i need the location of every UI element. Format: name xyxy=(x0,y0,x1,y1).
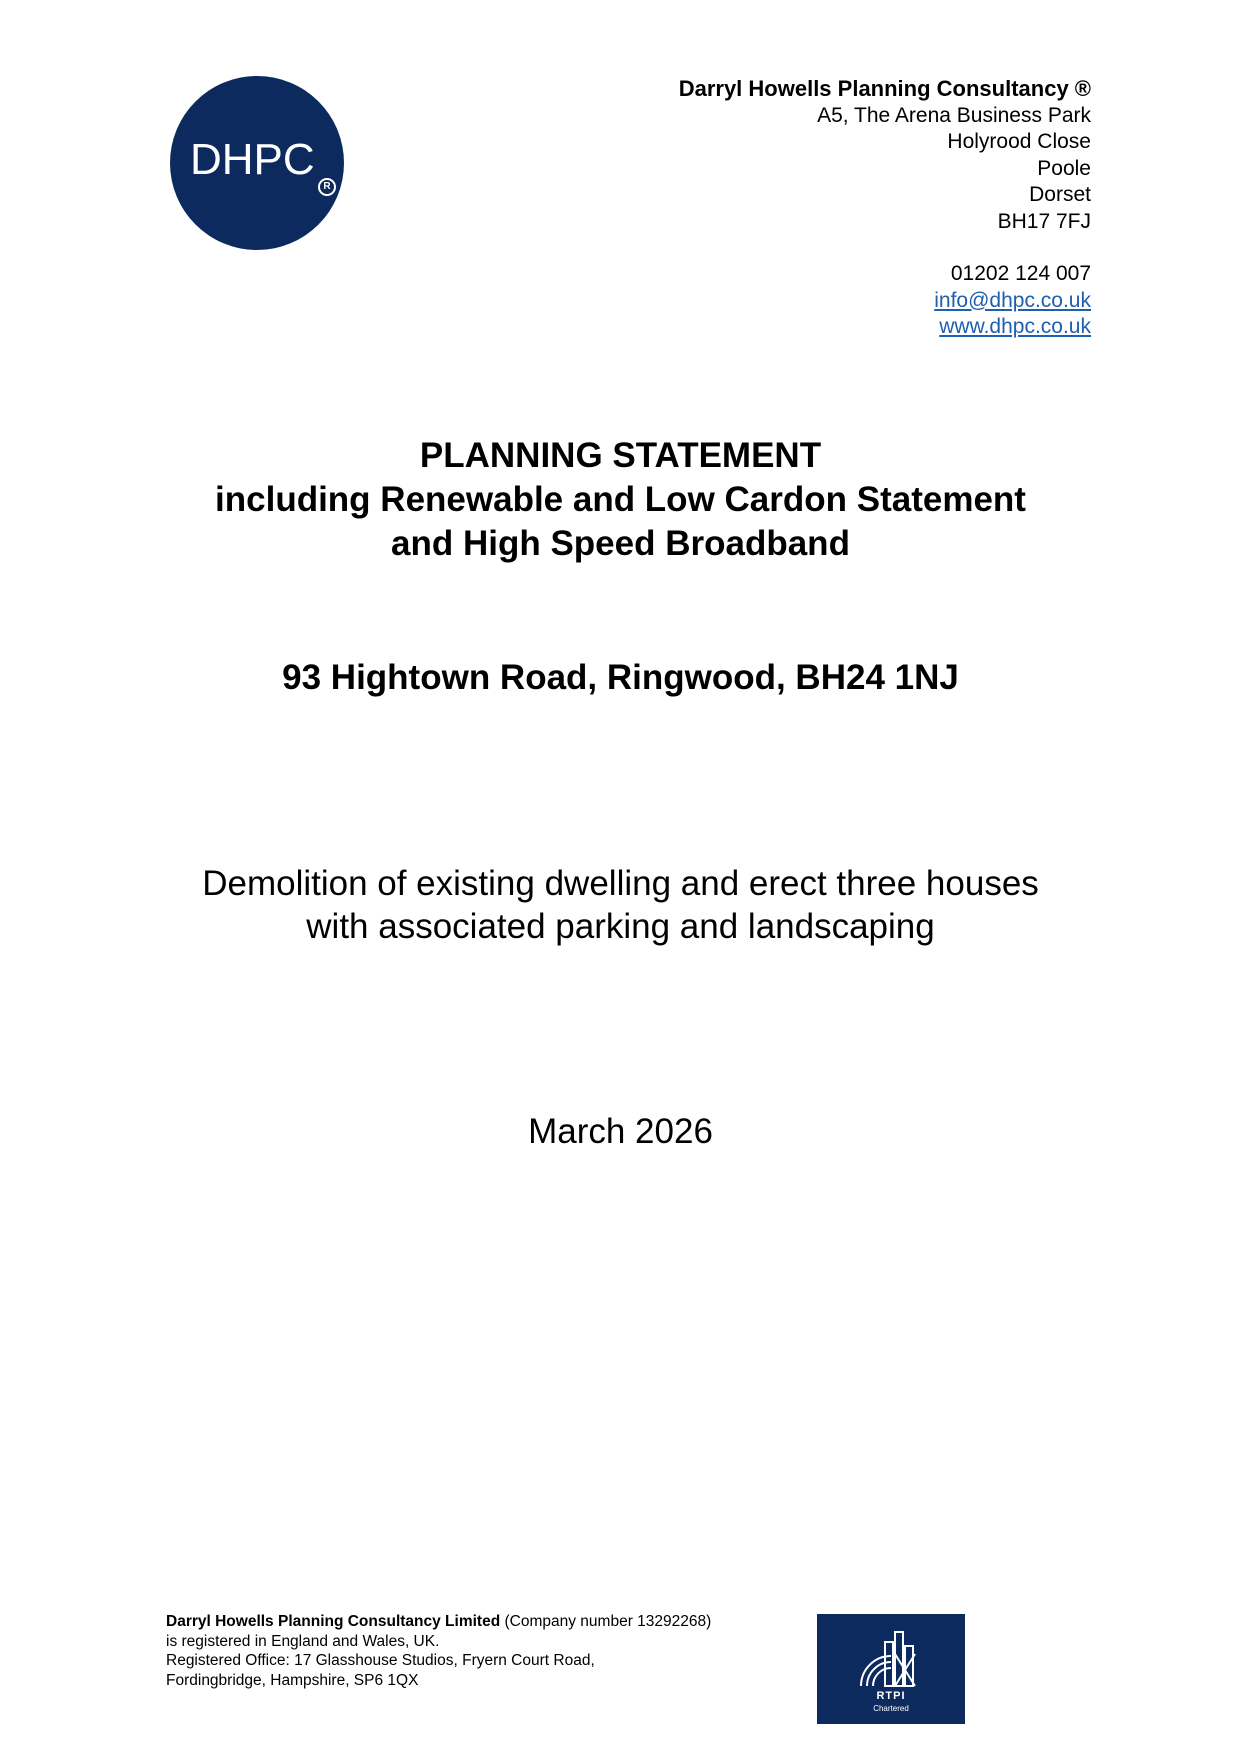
description-line-1: Demolition of existing dwelling and erect three houses xyxy=(202,864,1039,903)
address-line-5: BH17 7FJ xyxy=(997,209,1091,233)
title-line-1: PLANNING STATEMENT xyxy=(419,436,822,475)
company-address-block xyxy=(491,76,1091,341)
footer-company-name: Darryl Howells Planning Consultancy Limited xyxy=(166,1613,501,1630)
site-address: 93 Hightown Road, Ringwood, BH24 1NJ xyxy=(282,658,959,697)
dhpc-logo xyxy=(170,76,344,250)
footer-registration: is registered in England and Wales, UK. xyxy=(166,1632,440,1650)
rtpi-label: RTPI xyxy=(876,1690,906,1702)
rtpi-emblem-icon xyxy=(855,1624,927,1690)
footer-office-line-1: Registered Office: 17 Glasshouse Studios, Fryern Court Road, xyxy=(166,1652,595,1669)
title-line-2: including Renewable and Low Cardon Statement xyxy=(215,480,1026,519)
registered-mark-icon: R xyxy=(318,178,336,196)
document-title xyxy=(0,434,1241,566)
email-link[interactable]: info@dhpc.co.uk xyxy=(934,288,1091,312)
website-link[interactable]: www.dhpc.co.uk xyxy=(939,315,1091,338)
document-date: March 2026 xyxy=(528,1112,713,1151)
footer-office-line-2: Fordingbridge, Hampshire, SP6 1QX xyxy=(166,1671,419,1689)
address-spacer xyxy=(491,235,1091,261)
address-line-1: A5, The Arena Business Park xyxy=(817,103,1091,127)
footer-company-number: (Company number 13292268) xyxy=(500,1613,712,1630)
address-line-2: Holyrood Close xyxy=(947,130,1091,153)
proposal-description xyxy=(0,862,1241,948)
rtpi-chartered-badge xyxy=(817,1614,965,1724)
description-line-2: with associated parking and landscaping xyxy=(306,907,935,946)
company-name: Darryl Howells Planning Consultancy ® xyxy=(678,76,1091,101)
address-line-4: Dorset xyxy=(1029,183,1091,206)
registration-footer xyxy=(166,1612,786,1690)
address-line-3: Poole xyxy=(1037,156,1091,180)
phone-number: 01202 124 007 xyxy=(950,262,1091,285)
logo-text: DHPC xyxy=(190,135,315,184)
title-line-3: and High Speed Broadband xyxy=(391,524,850,563)
rtpi-chartered-label: Chartered xyxy=(873,1704,909,1713)
